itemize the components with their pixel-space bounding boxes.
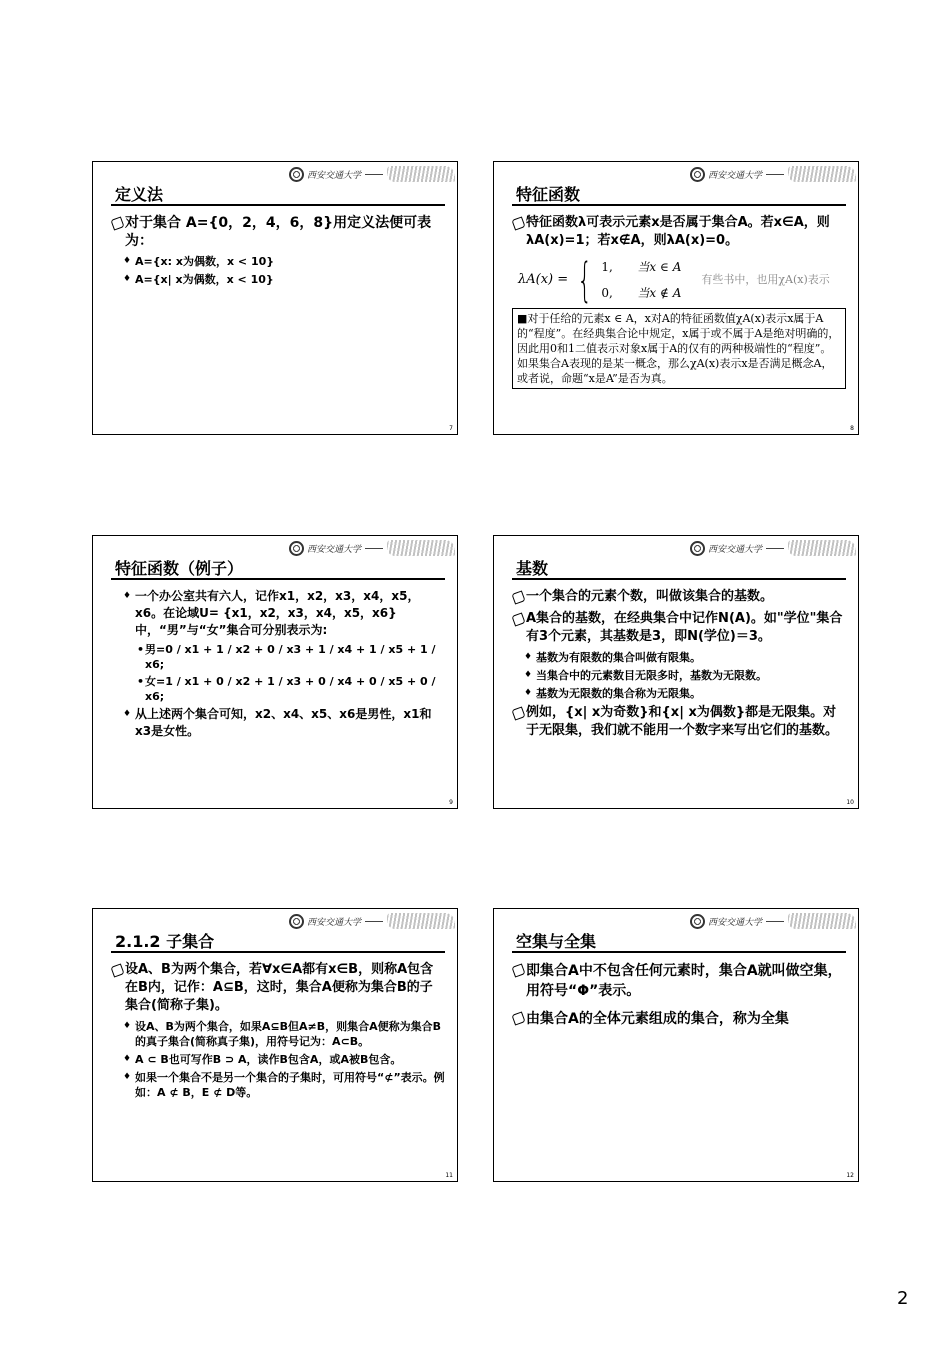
sub-bullet: ♦ 基数为无限数的集合称为无限集。 <box>512 686 846 701</box>
slide-header <box>690 911 856 931</box>
slide-number: 8 <box>850 425 854 432</box>
university-name: 西安交通大学 <box>708 917 763 928</box>
sub-bullet: ♦ 一个办公室共有六人，记作x1，x2，x3，x4，x5，x6。在论域U= {x1，x2，x3，x4，x5，x6}中，“男”与“女”集合可分别表示为: <box>111 588 445 639</box>
document-page-number: 2 <box>897 1288 909 1309</box>
slide-header <box>289 911 455 931</box>
slide-title: 特征函数（例子） <box>115 559 244 578</box>
formula-note: 有些书中，也用χA(x)表示 <box>701 273 830 286</box>
sub-bullet: ♦ 从上述两个集合可知，x2、x4、x5、x6是男性，x1和x3是女性。 <box>111 706 445 740</box>
slide-number: 7 <box>449 425 453 432</box>
slide-number: 12 <box>846 1172 854 1179</box>
decorative-image <box>387 166 455 182</box>
slide-body <box>111 214 445 290</box>
sub-bullet: ♦ A={x: x为偶数，x < 10} <box>111 254 445 269</box>
decorative-image <box>387 913 455 929</box>
bullet: A集合的基数，在经典集合中记作N(A)。如"学位"集合有3个元素，其基数是3，即N(学位)＝3。 <box>512 610 846 646</box>
sub-bullet: ♦ 当集合中的元素数目无限多时，基数为无限数。 <box>512 668 846 683</box>
university-name: 西安交通大学 <box>307 170 362 181</box>
formula-case-1: 1, <box>601 260 613 274</box>
slide-11 <box>92 908 458 1182</box>
slide-header <box>289 538 455 558</box>
slide-body <box>512 588 846 744</box>
university-name: 西安交通大学 <box>708 170 763 181</box>
sub-sub-bullet: • 男=0 / x1 + 1 / x2 + 0 / x3 + 1 / x4 + 1 / x5 + 1 / x6; <box>111 642 445 672</box>
university-name: 西安交通大学 <box>708 544 763 555</box>
slide-header <box>289 164 455 184</box>
university-emblem-icon <box>690 541 705 556</box>
decorative-image <box>788 913 856 929</box>
slide-number: 11 <box>445 1172 453 1179</box>
formula-condition-2: 当x ∉ A <box>637 286 682 300</box>
university-emblem-icon <box>289 914 304 929</box>
slide-header <box>690 538 856 558</box>
slide-12 <box>493 908 859 1182</box>
slide-header <box>690 164 856 184</box>
university-emblem-icon <box>289 167 304 182</box>
slide-8 <box>493 161 859 435</box>
bullet: 一个集合的元素个数，叫做该集合的基数。 <box>512 588 846 606</box>
formula-case-2: 0, <box>601 286 613 300</box>
sub-bullet: ♦ 设A、B为两个集合，如果A⊆B但A≠B，则集合A便称为集合B的真子集合(简称真子集)，用符号记为：A⊂B。 <box>111 1019 445 1049</box>
bullet: 由集合A的全体元素组成的集合，称为全集 <box>512 1009 846 1029</box>
slide-title: 空集与全集 <box>516 932 597 951</box>
slide-body <box>512 214 846 389</box>
sub-bullet: ♦ A ⊂ B也可写作B ⊃ A，读作B包含A，或A被B包含。 <box>111 1052 445 1067</box>
bullet: 特征函数λ可表示元素x是否属于集合A。若x∈A，则λA(x)=1；若x∉A，则λA(x)=0。 <box>512 214 846 250</box>
slide-10 <box>493 535 859 809</box>
bullet: 即集合A中不包含任何元素时，集合A就叫做空集，用符号“Φ”表示。 <box>512 961 846 1001</box>
bullet: 对于集合 A={0，2，4，6，8}用定义法便可表为： <box>111 214 445 250</box>
sub-sub-bullet: • 女=1 / x1 + 0 / x2 + 1 / x3 + 0 / x4 + 0 / x5 + 0 / x6; <box>111 674 445 704</box>
university-name: 西安交通大学 <box>307 544 362 555</box>
formula-lhs: λA(x) = <box>518 272 569 287</box>
slide-title: 2.1.2 子集合 <box>115 932 215 951</box>
slide-body <box>512 961 846 1033</box>
decorative-image <box>788 166 856 182</box>
university-emblem-icon <box>289 541 304 556</box>
sub-bullet: ♦ A={x| x为偶数，x < 10} <box>111 272 445 287</box>
bullet: 设A、B为两个集合，若∀x∈A都有x∈B，则称A包含在B内，记作：A⊆B，这时，集合A便称为集合B的子集合(简称子集)。 <box>111 961 445 1015</box>
explanation-box: ■对于任给的元素x ∈ A，x对A的特征函数值χA(x)表示x属于A的“程度”。在经典集合论中规定，x属于或不属于A是绝对明确的，因此用0和1二值表示对象x属于A的仅有的两种极端性的“程度”。如果集合A表现的是某一概念，那么χA(x)表示x是否满足概念A，或者说，命题“x是A”是否为真。 <box>512 308 846 389</box>
slide-number: 10 <box>846 799 854 806</box>
formula-condition-1: 当x ∈ A <box>637 260 682 274</box>
decorative-image <box>387 540 455 556</box>
slide-title: 定义法 <box>115 185 164 204</box>
slide-title: 特征函数 <box>516 185 581 204</box>
slide-number: 9 <box>449 799 453 806</box>
slide-7 <box>92 161 458 435</box>
sub-bullet: ♦ 如果一个集合不是另一个集合的子集时，可用符号“⊄”表示。例如：A ⊄ B，E ⊄ D等。 <box>111 1070 445 1100</box>
decorative-image <box>788 540 856 556</box>
university-name: 西安交通大学 <box>307 917 362 928</box>
slide-9 <box>92 535 458 809</box>
characteristic-function-formula: λA(x) = { 1, 当x ∈ A 0, 当x ∉ A 有些书中，也用χA(x)表示 <box>518 253 830 307</box>
slide-title: 基数 <box>516 559 549 578</box>
university-emblem-icon <box>690 167 705 182</box>
bullet: 例如，{x| x为奇数}和{x| x为偶数}都是无限集。对于无限集，我们就不能用一个数字来写出它们的基数。 <box>512 704 846 740</box>
slide-body <box>111 588 445 743</box>
slide-body <box>111 961 445 1103</box>
sub-bullet: ♦ 基数为有限数的集合叫做有限集。 <box>512 650 846 665</box>
university-emblem-icon <box>690 914 705 929</box>
